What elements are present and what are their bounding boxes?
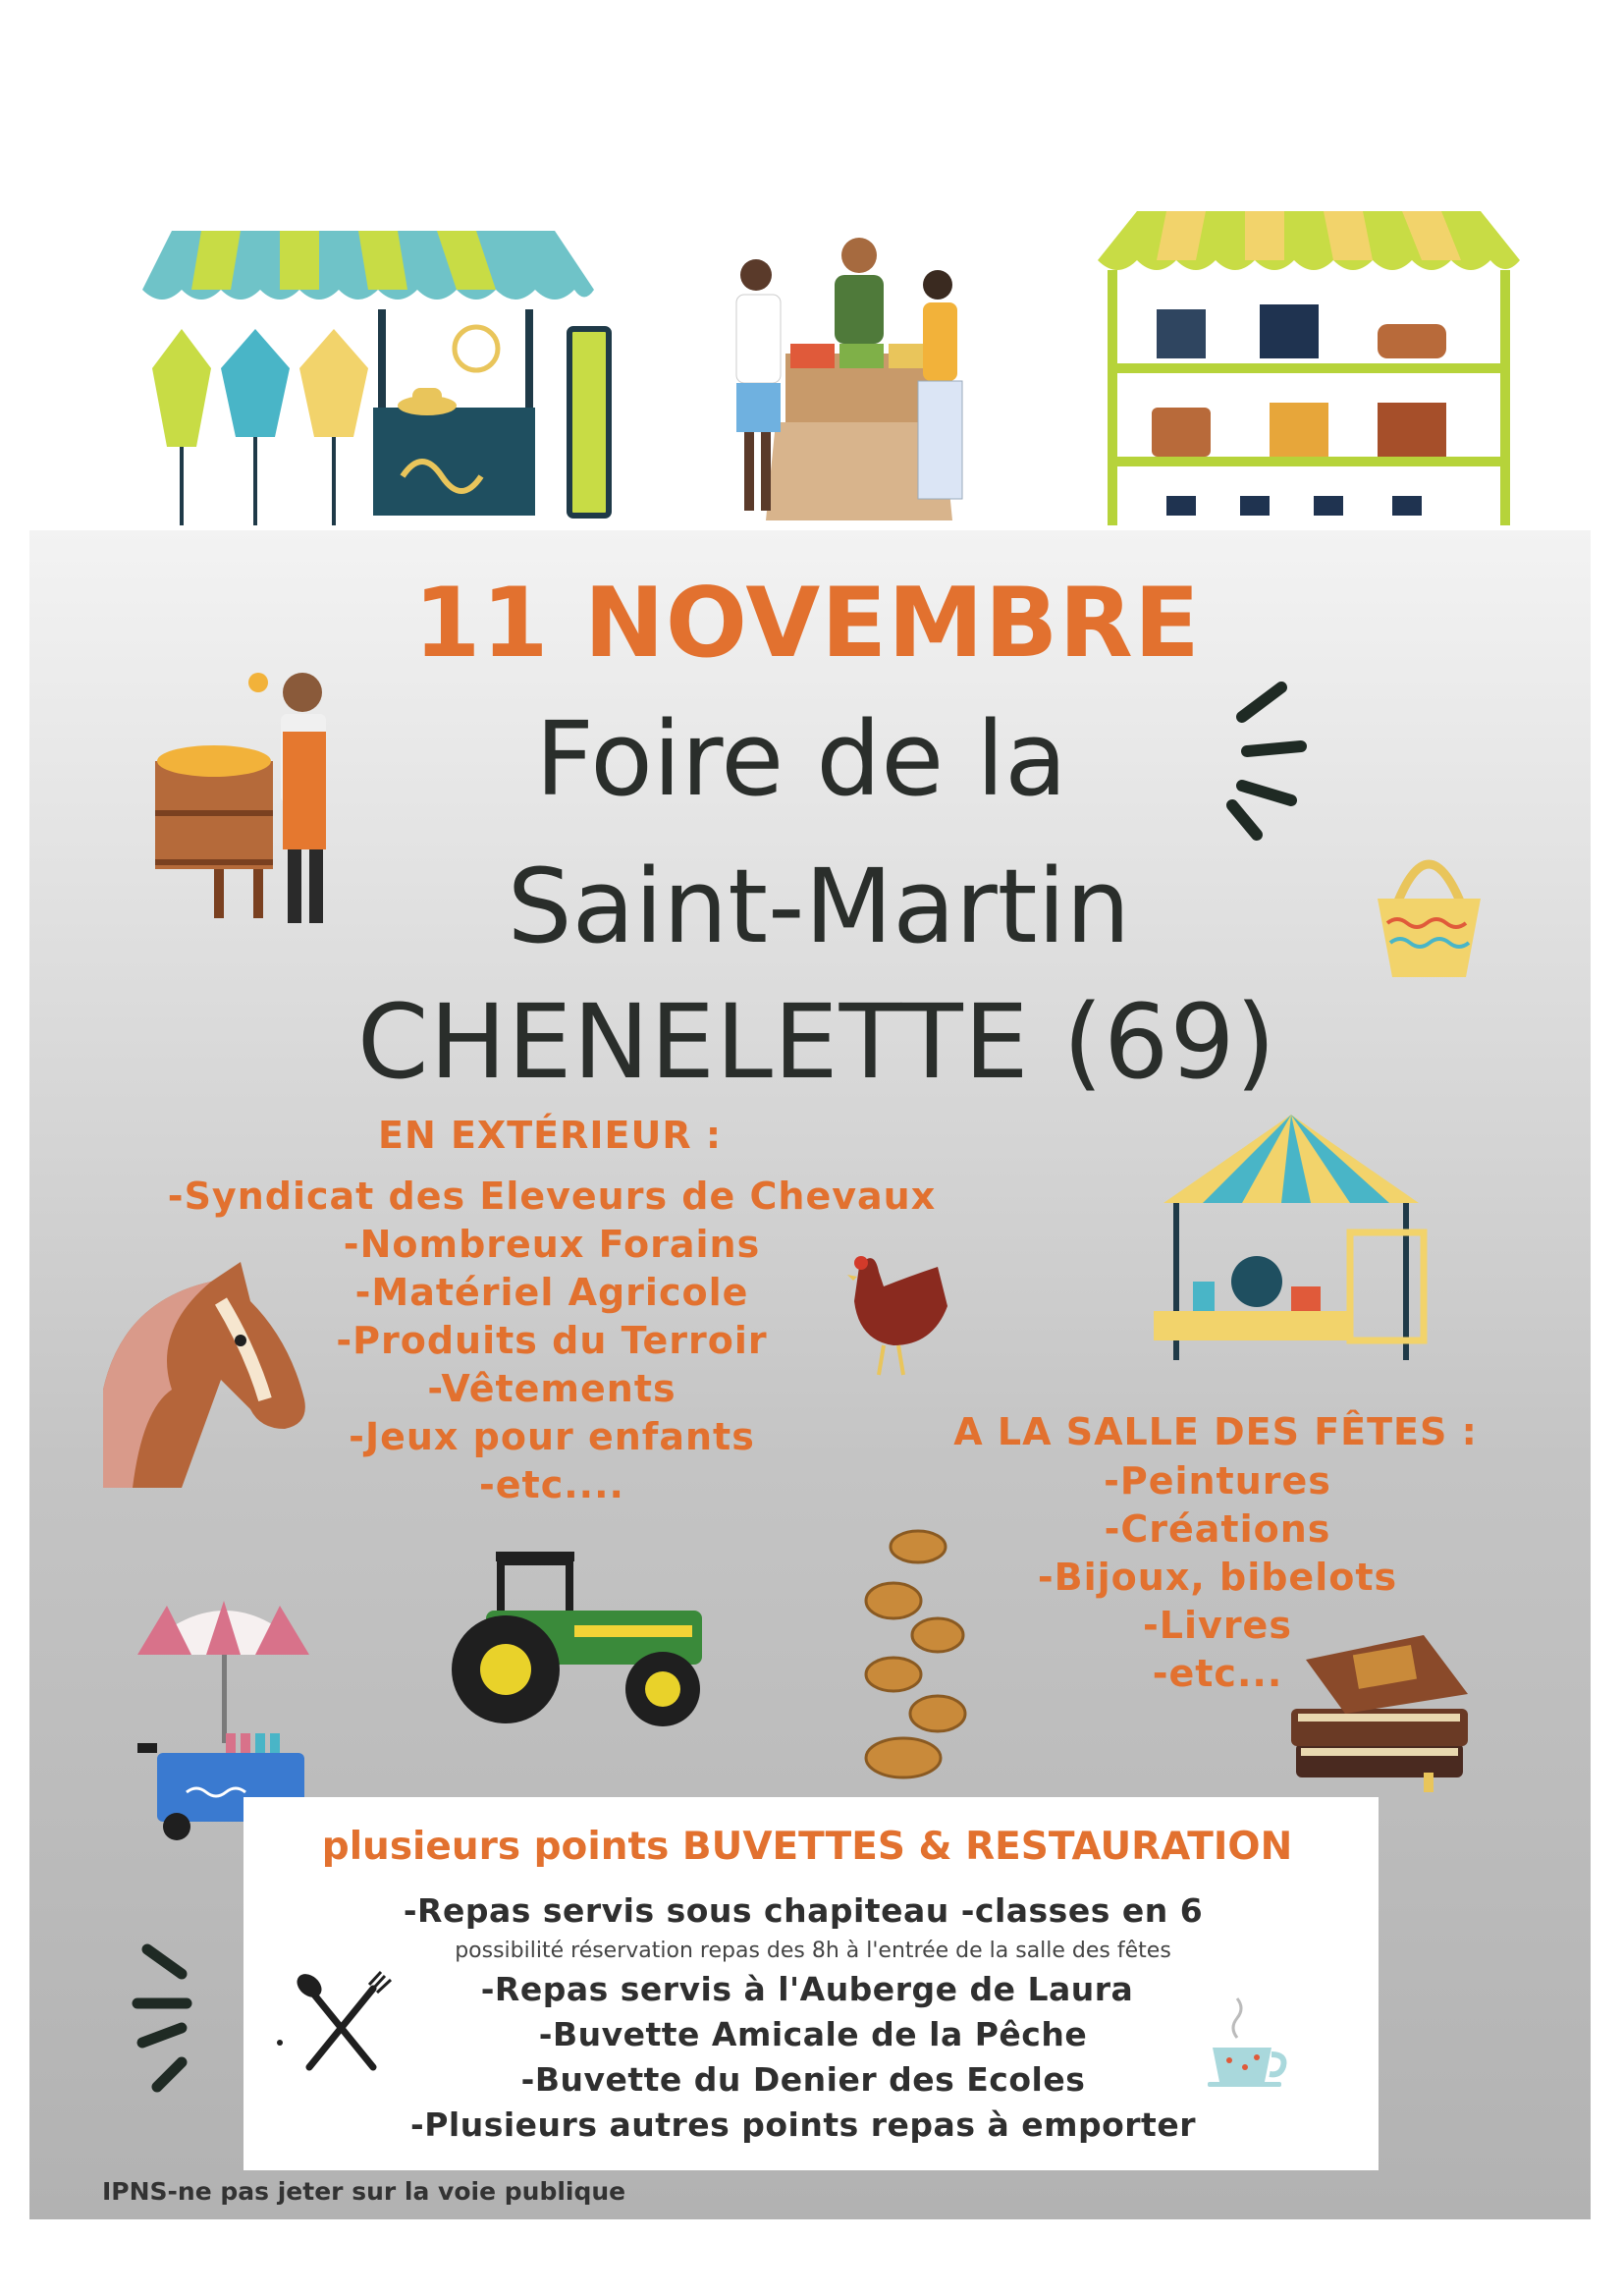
exterieur-item: -Vêtements xyxy=(427,1367,676,1410)
exterieur-item: -Nombreux Forains xyxy=(343,1223,761,1266)
menu-line: -Repas servis à l'Auberge de Laura xyxy=(480,1970,1134,2008)
exterieur-item: -Jeux pour enfants xyxy=(349,1415,755,1458)
basket-icon xyxy=(1373,845,1486,982)
tent-stall-icon xyxy=(1144,1115,1438,1360)
salle-heading: A LA SALLE DES FÊTES : xyxy=(953,1410,1478,1453)
footer-ipns: IPNS-ne pas jeter sur la voie publique xyxy=(102,2177,626,2206)
books-icon xyxy=(1286,1635,1478,1792)
cutlery-icon xyxy=(275,1974,403,2072)
salle-item: -Créations xyxy=(1104,1507,1331,1551)
menu-line: -Buvette Amicale de la Pêche xyxy=(538,2015,1088,2053)
exterieur-item: -etc.... xyxy=(479,1463,624,1506)
market-stall-clothes-icon xyxy=(133,231,633,525)
salle-item: -Peintures xyxy=(1104,1459,1331,1503)
salle-item: -Bijoux, bibelots xyxy=(1037,1556,1398,1599)
title-line-3: CHENELETTE (69) xyxy=(356,982,1277,1102)
salle-item: -etc... xyxy=(1152,1652,1283,1695)
walnuts-icon xyxy=(859,1527,977,1782)
title-line-2: Saint-Martin xyxy=(507,847,1131,966)
menu-line: -Repas servis sous chapiteau -classes en 6 xyxy=(403,1891,1204,1930)
sparkle-lines-icon xyxy=(1222,678,1321,845)
horse-icon xyxy=(93,1262,324,1493)
exterieur-item: -Matériel Agricole xyxy=(354,1271,749,1314)
exterieur-item: -Syndicat des Eleveurs de Chevaux xyxy=(167,1175,937,1218)
title-line-1: Foire de la xyxy=(535,699,1067,819)
reservation-note: possibilité réservation repas des 8h à l'entrée de la salle des fêtes xyxy=(455,1939,1171,1963)
exterieur-heading: EN EXTÉRIEUR : xyxy=(377,1114,723,1157)
fruit-seller-icon xyxy=(155,663,347,928)
restauration-heading: plusieurs points BUVETTES & RESTAURATION xyxy=(321,1825,1293,1869)
event-date: 11 NOVEMBRE xyxy=(413,568,1201,680)
hen-icon xyxy=(839,1247,952,1380)
bag-stall-icon xyxy=(1098,211,1520,525)
salle-item: -Livres xyxy=(1143,1604,1292,1647)
tea-cup-icon xyxy=(1208,1994,1291,2092)
menu-line: -Buvette du Denier des Ecoles xyxy=(520,2060,1086,2099)
sparkle-lines-icon xyxy=(128,1940,206,2097)
exterieur-item: -Produits du Terroir xyxy=(336,1319,768,1362)
tractor-icon xyxy=(447,1552,722,1728)
menu-line: -Plusieurs autres points repas à emporter xyxy=(410,2105,1196,2144)
vendors-icon xyxy=(727,236,982,520)
